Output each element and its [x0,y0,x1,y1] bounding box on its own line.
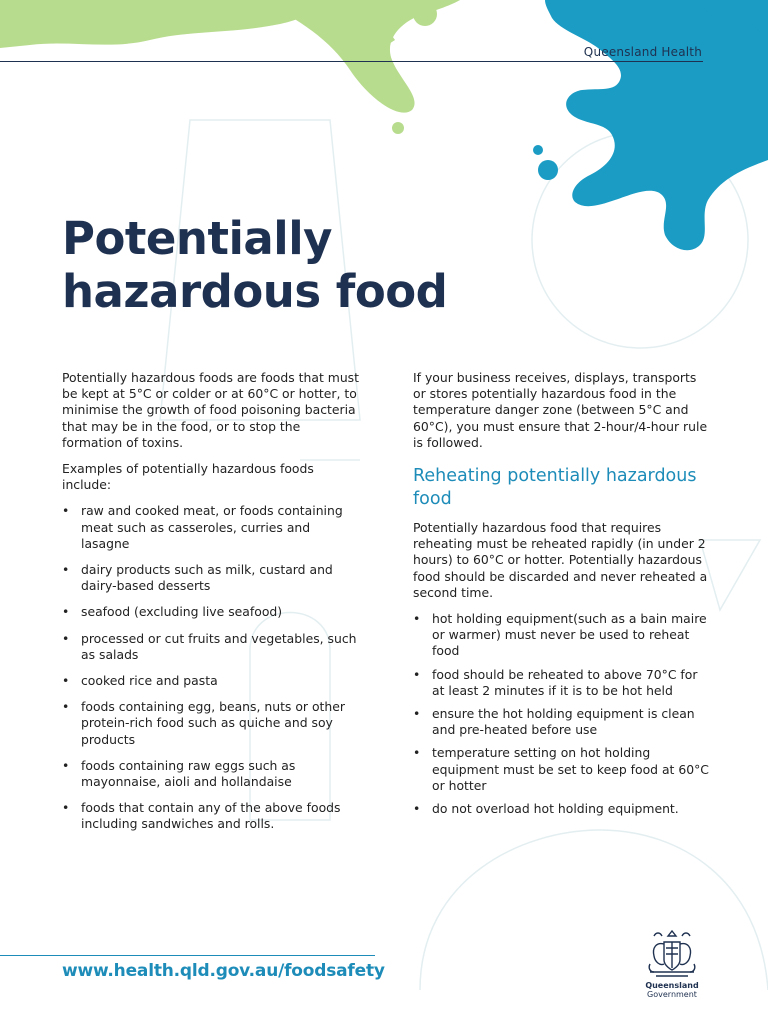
page-title [62,212,447,318]
reheating-subheading: Reheating potentially hazardous food [413,466,697,509]
header-rule [0,61,703,62]
reheating-paragraph: Potentially hazardous food that requires reheating must be reheated rapidly (in under 2 hours) to 60°C or hotter. Potentially hazardous food should be discarded and never reheated a second time. [413,520,708,600]
blue-splash [533,0,768,250]
org-name: Queensland Health [583,45,702,59]
list-item [413,706,711,738]
bullet: • [413,745,421,761]
title-line-1: Potentially [62,212,332,265]
logo-line-2: Government [647,990,697,999]
list-item-text: do not overload hot holding equipment. [432,801,679,817]
list-item [413,745,711,794]
list-item-text: food should be reheated to above 70°C for at least 2 minutes if it is to be hot held [432,666,698,698]
list-item-text: foods containing egg, beans, nuts or other protein-rich food such as quiche and soy products [81,699,345,747]
bullet: • [62,757,70,773]
bullet: • [62,673,70,689]
list-item [62,604,362,620]
danger-zone-paragraph: If your business receives, displays, transports or stores potentially hazardous food in the temperature danger zone (between 5°C and 60°C), you must ensure that 2-hour/4-hour rule is followed. [413,370,708,450]
list-item [413,611,711,660]
bullet: • [62,699,70,715]
list-item [62,673,362,689]
bullet: • [62,630,70,646]
queensland-government-logo [634,928,718,1002]
logo-line-1: Queensland [645,981,699,990]
list-item [62,800,362,832]
bullet: • [413,666,421,682]
list-item [413,667,711,699]
foodsafety-link[interactable]: www.health.qld.gov.au/foodsafety [62,961,385,981]
logo-wordmark [634,981,710,999]
list-item-text: temperature setting on hot holding equipment must be set to keep food at 60°C or hotter [432,745,709,793]
list-item [62,699,362,748]
bullet: • [413,611,421,627]
examples-list [62,503,362,832]
right-column [413,370,711,824]
list-item-text: seafood (excluding live seafood) [81,604,283,620]
list-item-text: cooked rice and pasta [81,673,218,689]
bullet: • [413,801,421,817]
bullet: • [413,706,421,722]
list-item [62,562,362,594]
bullet: • [62,800,70,816]
bullet: • [62,562,70,578]
bullet: • [62,604,70,620]
footer-rule [0,955,375,956]
list-item [62,758,362,790]
list-item-text: ensure the hot holding equipment is clean and pre-heated before use [432,706,695,738]
list-item-text: dairy products such as milk, custard and dairy-based desserts [81,562,333,594]
list-item-text: raw and cooked meat, or foods containing meat such as casseroles, curries and lasagne [81,503,343,551]
list-item-text: foods containing raw eggs such as mayonnaise, aioli and hollandaise [81,757,296,790]
list-item [413,801,711,817]
bullet: • [62,503,70,519]
left-column [62,370,362,843]
list-item [62,503,362,552]
list-item-text: foods that contain any of the above foods including sandwiches and rolls. [81,800,341,832]
intro-paragraph: Potentially hazardous foods are foods that must be kept at 5°C or colder or at 60°C or hotter, to minimise the growth of food poisoning bacteria that may be in the food, or to stop the formation of toxins. [62,370,359,450]
green-splash [0,0,460,134]
list-item [62,631,362,663]
title-line-2: hazardous food [62,265,448,318]
coat-of-arms-icon [642,928,702,980]
reheating-points-list [413,611,711,817]
list-item-text: processed or cut fruits and vegetables, such as salads [81,630,357,662]
list-item-text: hot holding equipment(such as a bain maire or warmer) must never be used to reheat food [432,611,707,659]
examples-heading: Examples of potentially hazardous foods include: [62,461,314,493]
